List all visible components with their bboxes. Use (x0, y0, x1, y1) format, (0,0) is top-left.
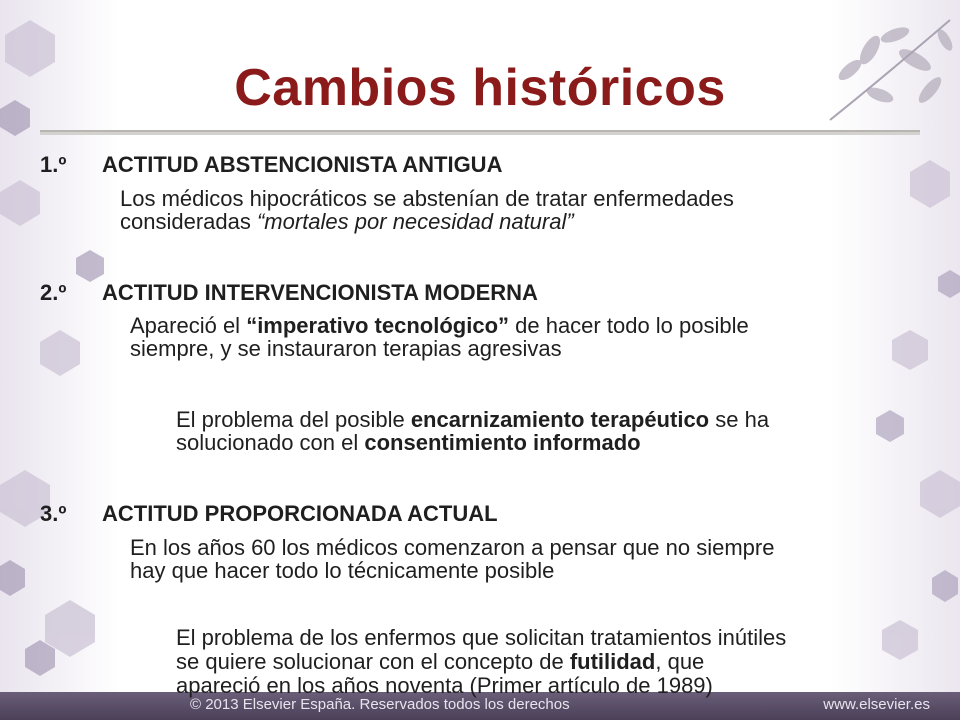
section-3-heading: ACTITUD PROPORCIONADA ACTUAL (102, 501, 498, 526)
section-3-note-line-3: apareció en los años noventa (Primer artículo de 1989) (176, 673, 713, 698)
section-1-text: consideradas (120, 209, 257, 234)
section-1-paragraph-line-2 (120, 210, 880, 234)
section-2-bold-imperativo: “imperativo tecnológico” (246, 313, 510, 338)
section-1-number: 1.º (40, 152, 67, 177)
section-2-paragraph-line-2: siempre, y se instauraron terapias agresivas (130, 336, 562, 361)
section-2-text-a: Apareció el (130, 313, 247, 338)
section-3-paragraph-line-2: hay que hacer todo lo técnicamente posible (130, 558, 555, 583)
section-2-note-text-b: se ha (709, 407, 770, 432)
section-2-number: 2.º (40, 280, 67, 305)
section-2-note-text-a: El problema del posible (176, 407, 411, 432)
section-3-paragraph-line-1: En los años 60 los médicos comenzaron a pensar que no siempre (130, 535, 775, 560)
footer-website: www.elsevier.es (823, 696, 930, 713)
section-3-note-text-a: se quiere solucionar con el concepto de (176, 649, 570, 674)
section-2-paragraph-line-1 (130, 314, 890, 338)
section-3-note-text-b: , que (655, 649, 705, 674)
section-1-paragraph-line-1: Los médicos hipocráticos se abstenían de tratar enfermedades (120, 186, 734, 211)
section-3-number: 3.º (40, 501, 67, 526)
footer-copyright: © 2013 Elsevier España. Reservados todos los derechos (190, 696, 570, 713)
section-2-bold-consentimiento: consentimiento informado (364, 430, 641, 455)
section-3-note-line-1: El problema de los enfermos que solicitan tratamientos inútiles (176, 625, 787, 650)
section-2-heading: ACTITUD INTERVENCIONISTA MODERNA (102, 280, 538, 305)
section-2-bold-encarnizamiento: encarnizamiento terapéutico (410, 407, 710, 432)
section-1-quote: “mortales por necesidad natural” (256, 209, 574, 234)
section-2-text-b: de hacer todo lo posible (509, 313, 749, 338)
section-3-bold-futilidad: futilidad (569, 649, 656, 674)
section-2-note-text-c: solucionado con el (176, 430, 365, 455)
section-2-note-line-1 (176, 408, 926, 432)
section-3-note-line-2 (176, 650, 926, 674)
section-1-heading: ACTITUD ABSTENCIONISTA ANTIGUA (102, 152, 503, 177)
section-2-note-line-2 (176, 431, 926, 455)
slide-title: Cambios históricos (234, 59, 726, 117)
